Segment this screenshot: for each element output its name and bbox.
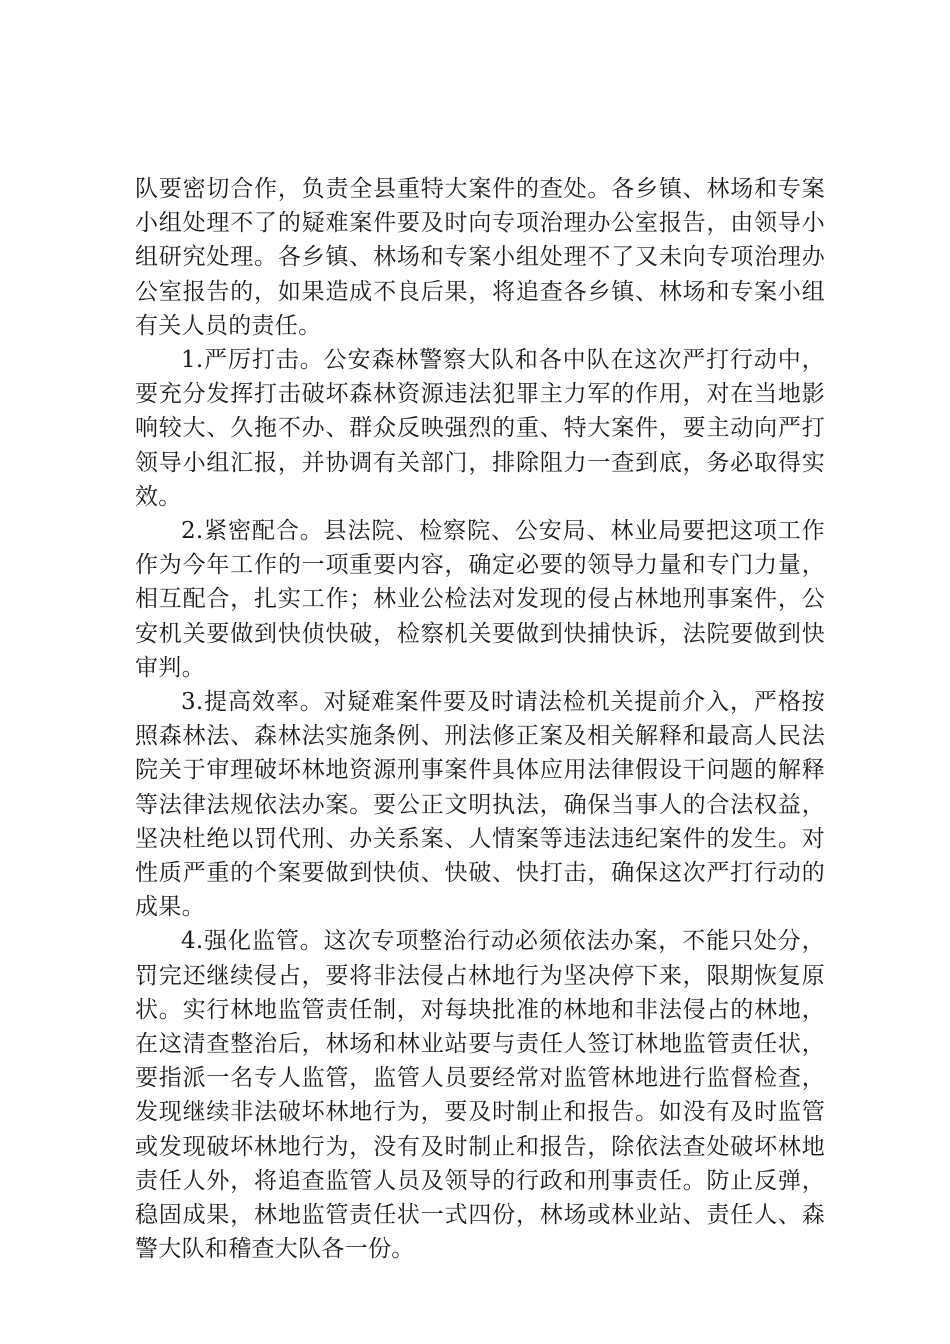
document-body: [135, 172, 825, 1267]
paragraph-continuation: 队要密切合作，负责全县重特大案件的查处。各乡镇、林场和专案小组处理不了的疑难案件要及时向专项治理办公室报告，由领导小组研究处理。各乡镇、林场和专案小组处理不了又未向专项治理办公室报告的，如果造成不良后果，将追查各乡镇、林场和专案小组有关人员的责任。: [135, 176, 825, 339]
paragraph-item-2: 2.紧密配合。县法院、检察院、公安局、林业局要把这项工作作为今年工作的一项重要内容，确定必要的领导力量和专门力量，相互配合，扎实工作；林业公检法对发现的侵占林地刑事案件，公安机关要做到快侦快破，检察机关要做到快捕快诉，法院要做到快审判。: [135, 518, 825, 681]
paragraph-item-4: 4.强化监管。这次专项整治行动必须依法办案，不能只处分，罚完还继续侵占，要将非法侵占林地行为坚决停下来，限期恢复原状。实行林地监管责任制，对每块批准的林地和非法侵占的林地，在这清查整治后，林场和林业站要与责任人签订林地监管责任状，要指派一名专人监管，监管人员要经常对监管林地进行监督检查，发现继续非法破坏林地行为，要及时制止和报告。如没有及时监管或发现破坏林地行为，没有及时制止和报告，除依法查处破坏林地责任人外，将追查监管人员及领导的行政和刑事责任。防止反弹，稳固成果，林地监管责任状一式四份，林场或林业站、责任人、森警大队和稽查大队各一份。: [135, 928, 825, 1263]
paragraph-item-3: 3.提高效率。对疑难案件要及时请法检机关提前介入，严格按照森林法、森林法实施条例、刑法修正案及相关解释和最高人民法院关于审理破坏林地资源刑事案件具体应用法律假设干问题的解释等法律法规依法办案。要公正文明执法，确保当事人的合法权益，坚决杜绝以罚代刑、办关系案、人情案等违法违纪案件的发生。对性质严重的个案要做到快侦、快破、快打击，确保这次严打行动的成果。: [135, 689, 825, 921]
paragraph-item-1: 1.严厉打击。公安森林警察大队和各中队在这次严打行动中，要充分发挥打击破坏森林资源违法犯罪主力军的作用，对在当地影响较大、久拖不办、群众反映强烈的重、特大案件，要主动向严打领导小组汇报，并协调有关部门，排除阻力一查到底，务必取得实效。: [135, 347, 825, 510]
